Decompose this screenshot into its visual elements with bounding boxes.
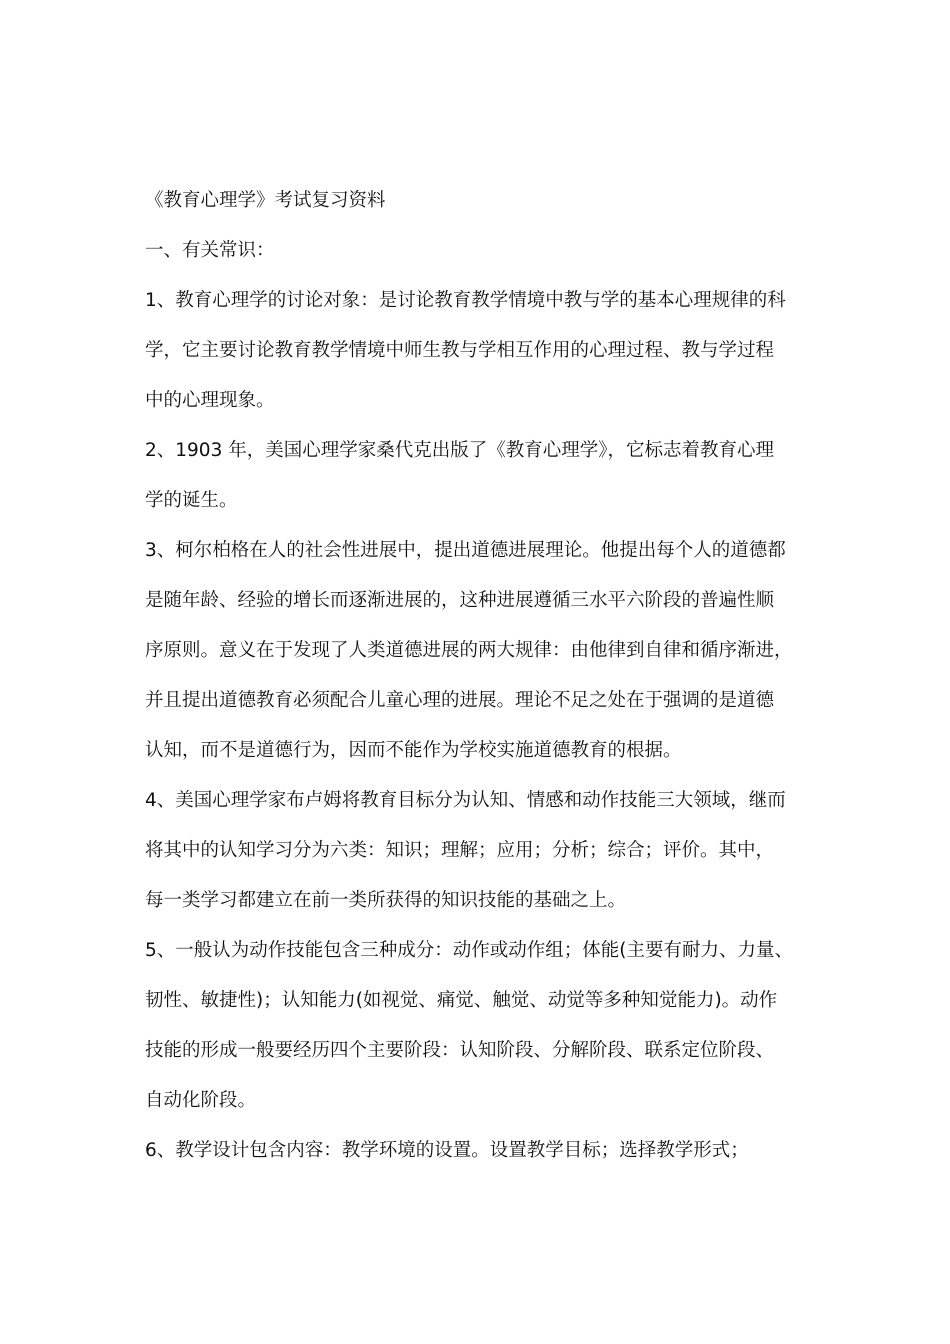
paragraph-line: 中的心理现象。 <box>145 390 275 411</box>
paragraph-line: 认知，而不是道德行为，因而不能作为学校实施道德教育的根据。 <box>145 740 682 761</box>
paragraph-line: 将其中的认知学习分为六类：知识；理解；应用；分析；综合；评价。其中， <box>145 840 775 861</box>
paragraph-line: 并且提出道德教育必须配合儿童心理的进展。理论不足之处在于强调的是道德 <box>145 690 775 711</box>
paragraph-line: 4、美国心理学家布卢姆将教育目标分为认知、情感和动作技能三大领域，继而 <box>145 790 786 811</box>
section-heading: 一、有关常识： <box>145 240 275 261</box>
paragraph-line: 是随年龄、经验的增长而逐渐进展的，这种进展遵循三水平六阶段的普遍性顺 <box>145 590 775 611</box>
paragraph-4 <box>145 783 815 919</box>
paragraph-line: 自动化阶段。 <box>145 1090 257 1111</box>
document-title: 《教育心理学》考试复习资料 <box>145 190 386 211</box>
paragraph-3 <box>145 533 815 769</box>
paragraph-line: 每一类学习都建立在前一类所获得的知识技能的基础之上。 <box>145 890 627 911</box>
paragraph-line: 学的诞生。 <box>145 490 238 511</box>
paragraph-line: 5、一般认为动作技能包含三种成分：动作或动作组；体能(主要有耐力、力量、 <box>145 940 793 961</box>
paragraph-line: 2、1903 年，美国心理学家桑代克出版了《教育心理学》，它标志着教育心理 <box>145 440 774 461</box>
paragraph-1 <box>145 283 815 419</box>
paragraph-line: 6、教学设计包含内容：教学环境的设置。设置教学目标；选择教学形式； <box>145 1140 749 1161</box>
document-body <box>145 183 815 1183</box>
paragraph-line: 1、教育心理学的讨论对象：是讨论教育教学情境中教与学的基本心理规律的科 <box>145 290 786 311</box>
paragraph-6 <box>145 1133 815 1169</box>
paragraph-2 <box>145 433 815 519</box>
paragraph-line: 3、柯尔柏格在人的社会性进展中，提出道德进展理论。他提出每个人的道德都 <box>145 540 786 561</box>
paragraph-5 <box>145 933 815 1119</box>
paragraph-line: 韧性、敏捷性)；认知能力(如视觉、痛觉、触觉、动觉等多种知觉能力)。动作 <box>145 990 778 1011</box>
paragraph-line: 技能的形成一般要经历四个主要阶段：认知阶段、分解阶段、联系定位阶段、 <box>145 1040 775 1061</box>
paragraph-line: 序原则。意义在于发现了人类道德进展的两大规律：由他律到自律和循序渐进， <box>145 640 793 661</box>
paragraph-line: 学，它主要讨论教育教学情境中师生教与学相互作用的心理过程、教与学过程 <box>145 340 775 361</box>
